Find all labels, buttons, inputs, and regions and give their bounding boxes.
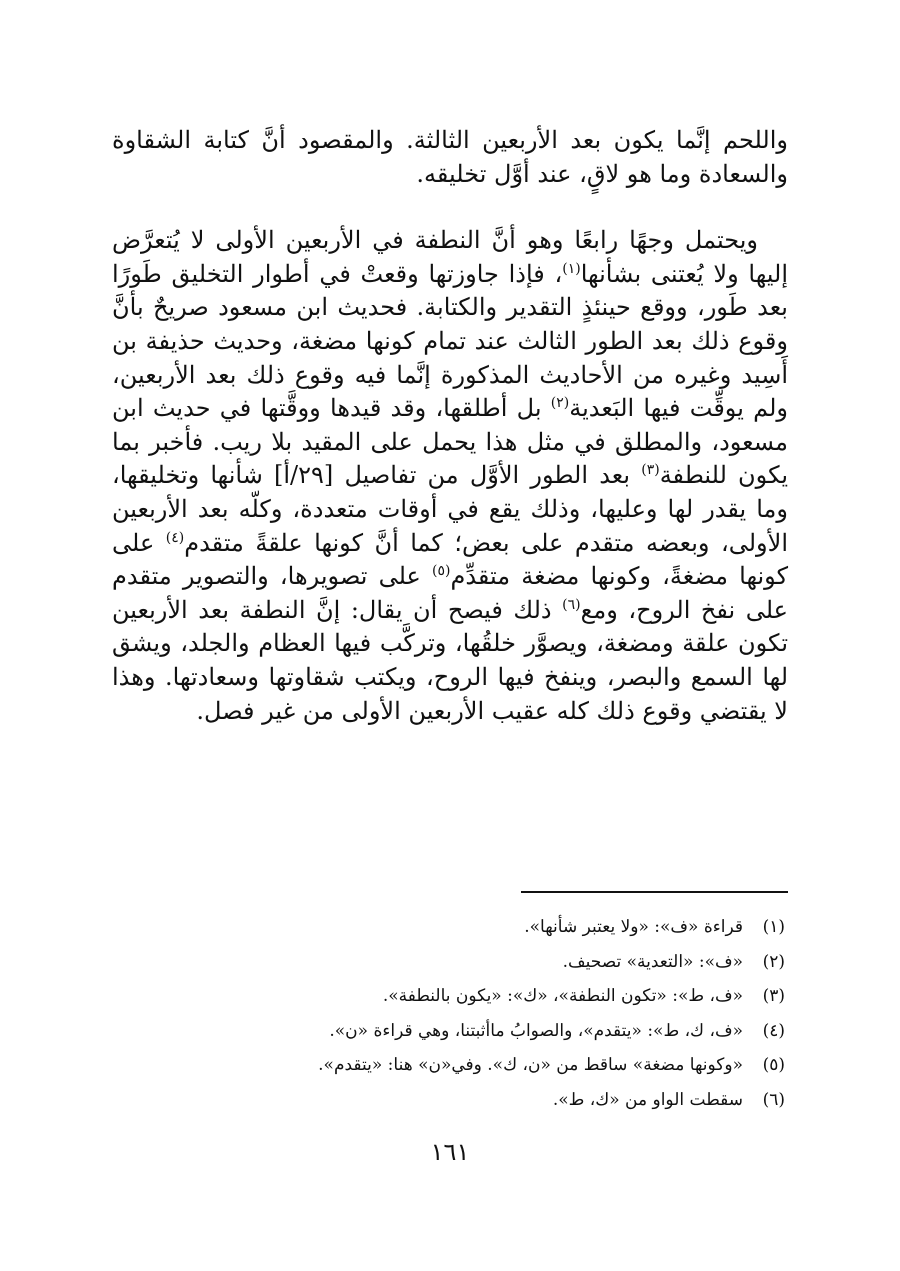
footnote-number: (٣) — [762, 986, 785, 1006]
paragraph-2 — [112, 224, 788, 728]
paragraph-2-part-1: ويحتمل وجهًا رابعًا وهو أنَّ النطفة في الأربعين الأولى لا يُتعرَّض إليها ولا يُعتنى بشأنها — [112, 226, 788, 288]
footnote-marker-1[interactable]: (١) — [562, 260, 581, 277]
footnote-marker-2[interactable]: (٢) — [550, 395, 570, 412]
footnote-number: (٢) — [762, 951, 785, 972]
footnote-divider — [521, 891, 788, 893]
footnote-text: «ف، ك، ط»: «يتقدم»، والصوابُ ماأثبتنا، وهي قراءة «ن». — [329, 1020, 743, 1041]
footnote-marker-6[interactable]: (٦) — [562, 596, 581, 613]
footnote-text: «وكونها مضغة» ساقط من «ن، ك». وفي«ن» هنا: «يتقدم». — [318, 1055, 743, 1075]
paragraph-2-part-5: على كونها مضغةً، وكونها مضغة متقدِّم — [112, 528, 789, 591]
paragraph-1 — [112, 124, 788, 191]
paragraph-2-part-3: بل أطلقها، وقد قيدها ووقَّتها في حديث ابن مسعود، والمطلق في مثل هذا يحمل على المقيد بلا ريب. فأخبر بما يكون للنطفة — [112, 394, 789, 490]
footnote-text: «ف»: «التعدية» تصحيف. — [562, 951, 743, 972]
footnote-text: قراءة «ف»: «ولا يعتبر شأنها». — [524, 917, 743, 937]
footnote-marker-3[interactable]: (٣) — [641, 462, 660, 479]
footnote-marker-4[interactable]: (٤) — [165, 529, 185, 546]
footnote-text: «ف، ط»: «تكون النطفة»، «ك»: «يكون بالنطفة». — [382, 986, 743, 1006]
footnote-1 — [125, 910, 785, 945]
footnote-2 — [125, 945, 785, 980]
footnote-number: (١) — [762, 917, 785, 937]
paragraph-2-part-4: بعد الطور الأوَّل من تفاصيل [٢٩/أ] شأنها وتخليقها، وما يقدر لها وعليها، وذلك يقع في أوقات متعددة، وكلّه بعد الأربعين الأولى، وبعضه متقدم على بعض؛ كما أنَّ كونها علقةً متقدم — [112, 461, 789, 557]
paragraph-2-part-2: ، فإذا جاوزتها وقعتْ في أطوار التخليق طَورًا بعد طَور، ووقع حينئذٍ التقدير والكتابة. فحديث ابن مسعود صريحٌ بأنَّ وقوع ذلك بعد الطور الثالث عند تمام كونها مضغة، وحديث حذيفة بن أَسِيد وغيره من الأحاديث المذكورة إنَّما فيه وقوع ذلك بعد الأربعين، ولم يوقِّت فيها البَعدية — [112, 259, 788, 423]
paragraph-2-part-6: على تصويرها، والتصوير متقدم على نفخ الروح، ومع — [112, 562, 788, 624]
paragraph-2-part-7: ذلك فيصح أن يقال: إنَّ النطفة بعد الأربعين تكون علقة ومضغة، ويصوَّر خلقُها، وتركَّب فيها العظام والجلد، ويشق لها السمع والبصر، وينفخ فيها الروح، ويكتب شقاوتها وسعادتها. وهذا لا يقتضي وقوع ذلك كله عقيب الأربعين الأولى من غير فصل. — [112, 595, 788, 725]
footnote-number: (٤) — [762, 1020, 785, 1041]
footnote-marker-5[interactable]: (٥) — [431, 563, 451, 580]
footnote-6 — [125, 1083, 785, 1118]
footnote-number: (٥) — [762, 1055, 785, 1075]
footnote-4 — [125, 1014, 785, 1049]
page-number: ١٦١ — [430, 1138, 470, 1166]
main-text — [112, 124, 788, 728]
footnote-number: (٦) — [762, 1089, 785, 1110]
paragraph-2-text — [112, 224, 788, 728]
footnotes — [125, 910, 785, 1117]
paragraph-1-text: واللحم إنَّما يكون بعد الأربعين الثالثة. والمقصود أنَّ كتابة الشقاوة والسعادة وما هو لاقٍ، عند أوَّل تخليقه. — [112, 126, 788, 188]
footnote-text: سقطت الواو من «ك، ط». — [552, 1089, 743, 1110]
footnote-3 — [125, 979, 785, 1014]
footnote-5 — [125, 1048, 785, 1083]
